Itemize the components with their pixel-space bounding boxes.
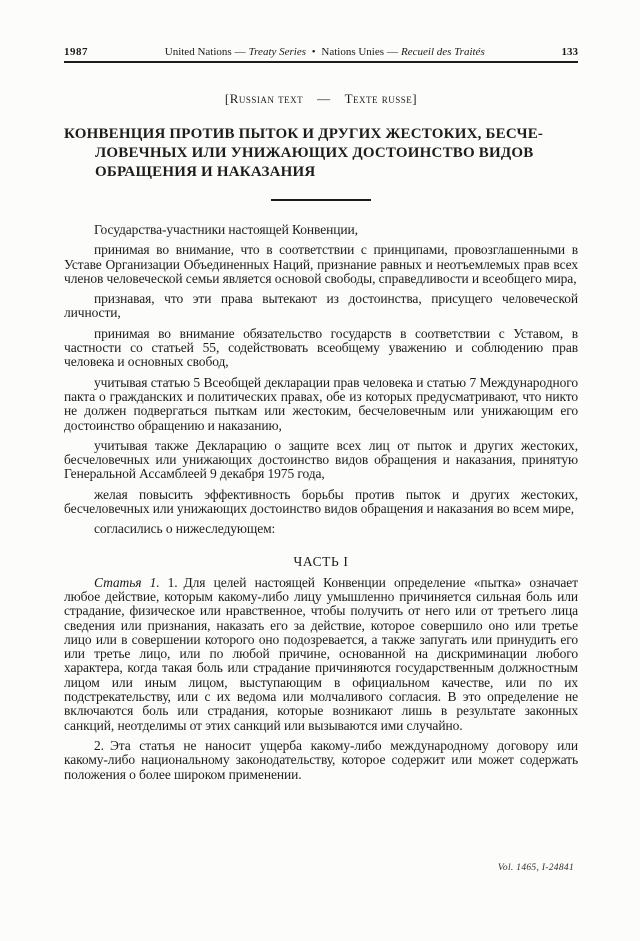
volume-reference: Vol. 1465, I-24841 <box>497 863 574 873</box>
header-un-french: Nations Unies <box>321 46 385 58</box>
title-line: КОНВЕНЦИЯ ПРОТИВ ПЫТОК И ДРУГИХ ЖЕСТОКИХ, БЕСЧЕ- <box>64 126 544 142</box>
preamble-paragraph: принимая во внимание, что в соответствии с принципами, провозглашенными в Уставе Организации Объединенных Наций, признание равных и неотъемлемых прав всех членов человеческой семьи является основой свободы, справедливости и всеобщего мира, <box>64 242 578 286</box>
article-1-paragraph-1-text: Для целей настоящей Конвенции определение «пытка» означает любое действие, которым какому-либо лицу умышленно причиняется сильная боль или страдание, физическое или нравственное, чтобы получить от него или от третьего лица сведения или признания, наказать его за действие, которое совершило оно или третье лицо или в совершении которого оно подозревается, а также запугать или принудить его или третье лицо, или по любой причине, основанной на дискриминации любого характера, когда такая боль или страдание причиняются государственным должностным лицом или иным лицом, выступающим в официальном качестве, или по их подстрекательству, или с их ведома или молчаливого согласия. В это определение не включаются боль или страдания, которые возникают лишь в результате законных санкций, неотделимы от этих санкций или вызываются ими случайно. <box>64 574 578 733</box>
preamble-paragraph: желая повысить эффективность борьбы против пыток и других жестоких, бесчеловечных или унижающих достоинство видов обращения и наказания во всем мире, <box>64 486 578 517</box>
running-head <box>64 46 578 63</box>
header-series-title <box>159 46 491 58</box>
title-divider-rule <box>271 199 371 201</box>
title-line: ОБРАЩЕНИЯ И НАКАЗАНИЯ <box>95 164 316 180</box>
banner-dash: — <box>317 91 331 106</box>
header-dash: — <box>387 46 399 58</box>
preamble-paragraph: учитывая также Декларацию о защите всех лиц от пыток и других жестоких, бесчеловечных или унижающих достоинство видов обращения и наказания, принятую Генеральной Ассамблеей 9 декабря 1975 года, <box>64 437 578 482</box>
preamble-paragraph: принимая во внимание обязательство государств в соответствии с Уставом, в частности со статьей 55, содействовать всеобщему уважению и соблюдению прав человека и основных свобод, <box>64 325 578 370</box>
article-1-paragraph-2-text: Эта статья не наносит ущерба какому-либо международному договору или какому-либо национальному законодательству, которое содержит или может содержать положения о более широком применении. <box>64 737 578 782</box>
paragraph-number: 2. <box>94 737 104 753</box>
title-line: ЛОВЕЧНЫХ ИЛИ УНИЖАЮЩИХ ДОСТОИНСТВО ВИДОВ <box>95 145 534 161</box>
banner-left: [Russian text <box>224 91 304 106</box>
document-body <box>64 223 578 782</box>
header-dash: — <box>234 46 246 58</box>
language-banner <box>64 91 578 107</box>
convention-title <box>64 125 578 182</box>
preamble-paragraph: Государства-участники настоящей Конвенции, <box>94 222 358 237</box>
preamble-paragraph: согласились о нижеследующем: <box>94 521 276 537</box>
banner-right: Texte russe] <box>344 91 418 106</box>
paragraph-number: 1. <box>167 574 178 590</box>
article-1-paragraph-2 <box>64 739 578 782</box>
header-un-english: United Nations <box>164 46 232 58</box>
article-1-paragraph-1 <box>64 576 578 733</box>
preamble-paragraph: признавая, что эти права вытекают из достоинства, присущего человеческой личности, <box>64 291 578 321</box>
header-bullet: • <box>311 46 316 58</box>
header-year: 1987 <box>64 46 88 58</box>
part-one-heading: ЧАСТЬ I <box>293 553 349 569</box>
header-treaty-series-en: Treaty Series <box>248 46 307 58</box>
header-page-number: 133 <box>561 46 578 58</box>
preamble-paragraph: учитывая статью 5 Всеобщей декларации прав человека и статью 7 Международного пакта о гражданских и политических правах, обе из которых предусматривают, что никто не должен подвергаться пыткам или жестоким, бесчеловечным или унижающим его достоинство обращению и наказанию, <box>64 374 578 433</box>
header-treaty-series-fr: Recueil des Traités <box>401 46 485 58</box>
article-1-label: Статья 1. <box>94 574 160 590</box>
